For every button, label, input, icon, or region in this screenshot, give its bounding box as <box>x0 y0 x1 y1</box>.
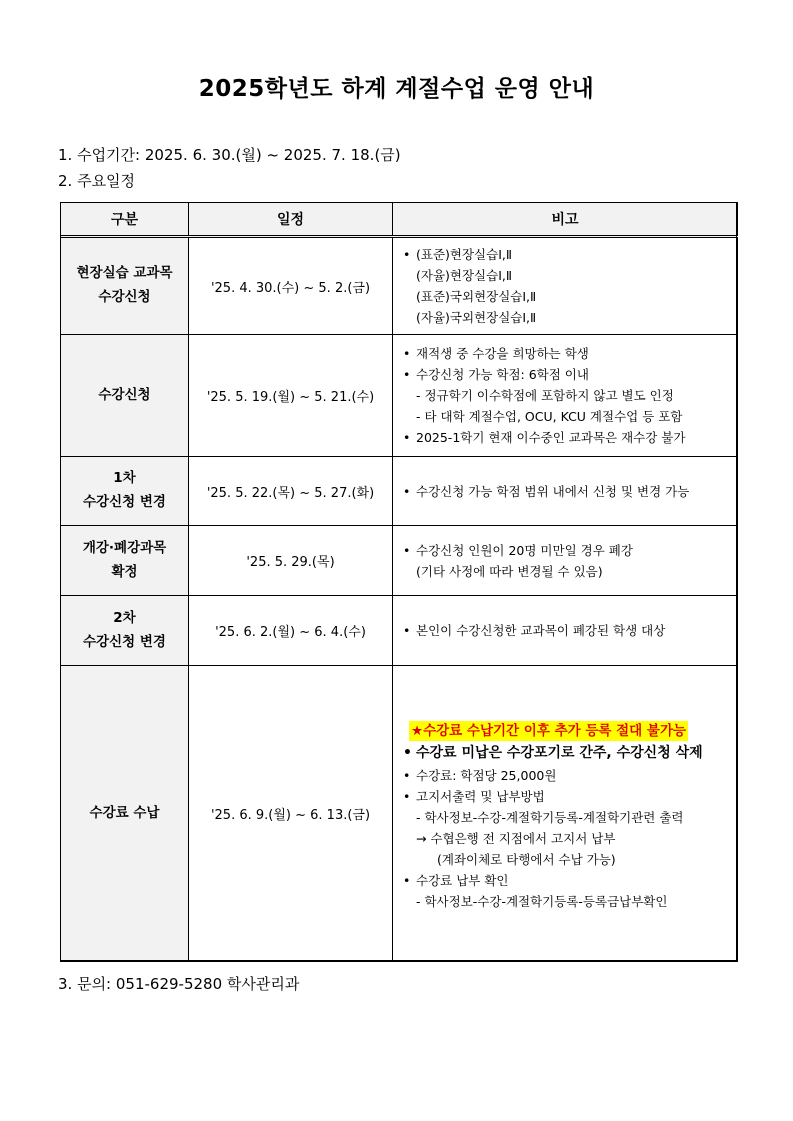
row-date: '25. 5. 19.(월) ~ 5. 21.(수) <box>189 335 393 457</box>
row-date: '25. 5. 29.(목) <box>189 526 393 596</box>
header-remarks: 비고 <box>393 203 738 237</box>
contact-line: 3. 문의: 051-629-5280 학사관리과 <box>58 975 300 993</box>
table-row <box>61 526 738 596</box>
schedule-table <box>60 202 738 962</box>
note-item: • 수강신청 가능 학점 범위 내에서 신청 및 변경 가능 <box>403 481 729 502</box>
table-row <box>61 457 738 526</box>
note-item: • 수강료 미납은 수강포기로 간주, 수강신청 삭제 <box>403 741 729 765</box>
document-title: 2025학년도 하계 계절수업 운영 안내 <box>198 76 595 102</box>
note-item: • 수강신청 가능 학점: 6학점 이내 <box>403 364 729 385</box>
row-category: 개강·폐강과목 확정 <box>61 526 189 596</box>
row-category: 수강신청 <box>61 335 189 457</box>
row-notes <box>393 526 738 596</box>
table-header-row <box>61 203 738 237</box>
note-item: - 정규학기 이수학점에 포함하지 않고 별도 인정 <box>416 388 674 403</box>
warning-highlight: ★수강료 수납기간 이후 추가 등록 절대 불가능 <box>411 722 687 739</box>
table-row <box>61 596 738 666</box>
note-item: • 본인이 수강신청한 교과목이 폐강된 학생 대상 <box>403 620 729 641</box>
note-item: - 타 대학 계절수업, OCU, KCU 계절수업 등 포함 <box>416 409 683 424</box>
row-notes <box>393 237 738 335</box>
note-item: • 수강료: 학점당 25,000원 <box>403 765 729 786</box>
row-notes <box>393 335 738 457</box>
row-notes <box>393 596 738 666</box>
row-date: '25. 6. 2.(월) ~ 6. 4.(수) <box>189 596 393 666</box>
table-row <box>61 335 738 457</box>
note-item: • 고지서출력 및 납부방법 <box>403 786 729 807</box>
note-item: → 수협은행 전 지점에서 고지서 납부 <box>416 830 616 846</box>
row-category: 수강료 수납 <box>61 666 189 962</box>
note-item: (기타 사정에 따라 변경될 수 있음) <box>416 563 603 579</box>
row-notes <box>393 666 738 962</box>
note-item: - 학사정보-수강-계절학기등록-등록금납부확인 <box>416 893 668 909</box>
header-schedule: 일정 <box>189 203 393 237</box>
class-period-line: 1. 수업기간: 2025. 6. 30.(월) ~ 2025. 7. 18.(금) <box>58 146 401 164</box>
note-item: (계좌이체로 타행에서 수납 가능) <box>437 851 616 867</box>
note-item: • 2025-1학기 현재 이수중인 교과목은 재수강 불가 <box>403 427 729 448</box>
note-item: • 재적생 중 수강을 희망하는 학생 <box>403 343 729 364</box>
row-date: '25. 5. 22.(목) ~ 5. 27.(화) <box>189 457 393 526</box>
table-row <box>61 666 738 962</box>
note-item: • (표준)현장실습Ⅰ,Ⅱ <box>403 244 729 265</box>
row-category: 1차 수강신청 변경 <box>61 457 189 526</box>
main-schedule-heading: 2. 주요일정 <box>58 172 136 190</box>
row-category: 2차 수강신청 변경 <box>61 596 189 666</box>
row-category: 현장실습 교과목 수강신청 <box>61 237 189 335</box>
row-date: '25. 4. 30.(수) ~ 5. 2.(금) <box>189 237 393 335</box>
note-item: (자율)국외현장실습Ⅰ,Ⅱ <box>416 310 537 325</box>
row-notes <box>393 457 738 526</box>
note-item: (표준)국외현장실습Ⅰ,Ⅱ <box>416 289 537 304</box>
note-item: (자율)현장실습Ⅰ,Ⅱ <box>416 268 513 283</box>
table-row <box>61 237 738 335</box>
row-date: '25. 6. 9.(월) ~ 6. 13.(금) <box>189 666 393 962</box>
note-item: - 학사정보-수강-계절학기등록-계절학기관련 출력 <box>416 809 684 825</box>
note-item: • 수강신청 인원이 20명 미만일 경우 폐강 <box>403 540 729 561</box>
header-category: 구분 <box>61 203 189 237</box>
note-item: • 수강료 납부 확인 <box>403 870 729 891</box>
